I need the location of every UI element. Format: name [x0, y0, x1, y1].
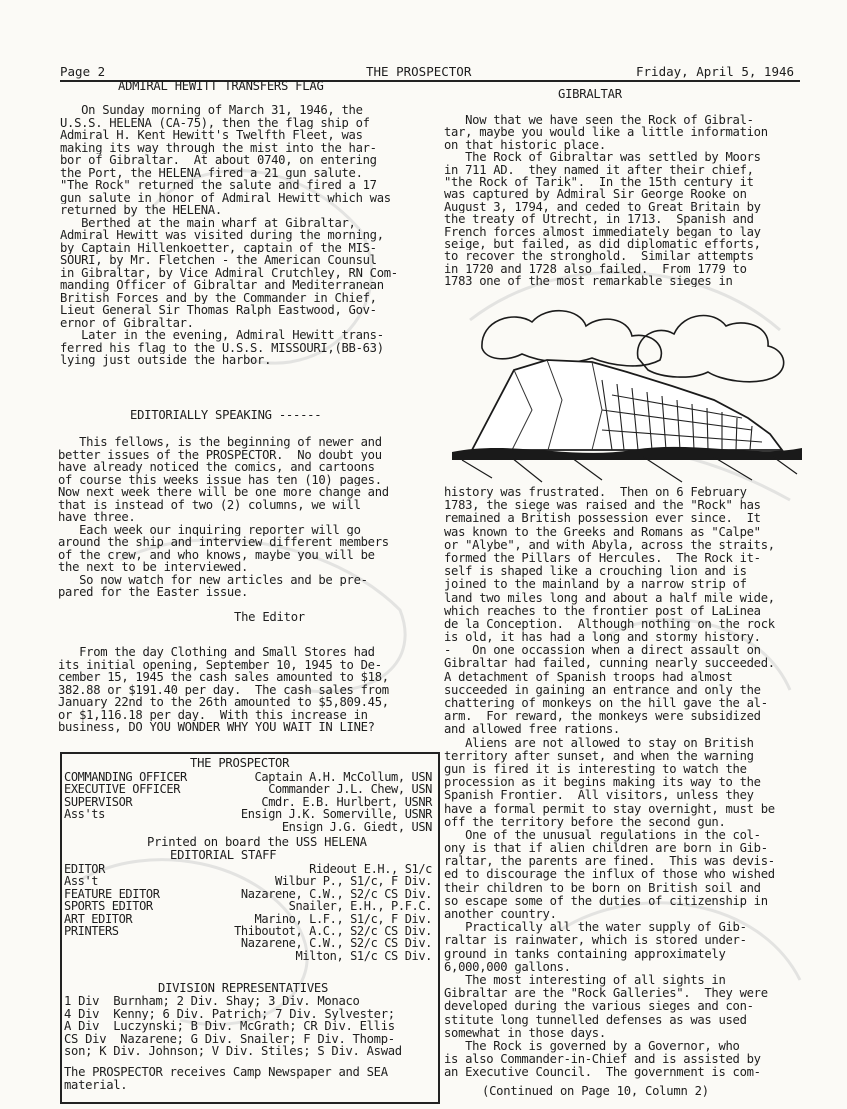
- masthead-row: [64, 912, 434, 924]
- text-line: of the crew, and who knows, maybe you will be: [58, 548, 375, 561]
- paper-name: THE PROSPECTOR: [366, 64, 472, 79]
- masthead-row: [64, 874, 434, 889]
- text-line: "The Rock" returned the salute and fired a 17: [60, 179, 377, 192]
- masthead-role: FEATURE EDITOR: [64, 886, 160, 901]
- text-line: Lieut General Sir Thomas Ralph Eastwood, Gov-: [60, 304, 377, 317]
- text-line: ferred his flag to the U.S.S. MISSOURI,(BB-63): [60, 341, 384, 354]
- admiral-headline: ADMIRAL HEWITT TRANSFERS FLAG: [118, 79, 324, 93]
- masthead-name: Commander J.L. Chew, USN: [268, 782, 432, 797]
- text-line: in 1720 and 1728 also failed. From 1779 to: [444, 262, 747, 276]
- masthead-role: SUPERVISOR: [64, 794, 133, 809]
- staff-title: EDITORIAL STAFF: [170, 848, 277, 862]
- text-line: and allowed free rations.: [444, 723, 620, 737]
- text-line: Now that we have seen the Rock of Gibral-: [444, 114, 754, 127]
- text-line: "the Rock of Tarik". In the 15th century it: [444, 175, 754, 189]
- text-line: One of the unusual regulations in the col-: [444, 828, 761, 842]
- printed-on-line: Printed on board the USS HELENA: [147, 835, 367, 849]
- masthead-role: SPORTS EDITOR: [64, 899, 153, 914]
- gibraltar-headline: GIBRALTAR: [558, 87, 622, 101]
- masthead-name: Thiboutot, A.C., S2/c CS Div.: [234, 923, 432, 938]
- text-line: gun is fired it is interesting to watch the: [444, 762, 747, 776]
- text-line: ground in tanks containing approximately: [444, 947, 726, 961]
- text-line: territory after sunset, and when the warning: [444, 749, 754, 763]
- text-line: ernor of Gibraltar.: [60, 316, 194, 329]
- text-line: is old, it has had a long and stormy history.: [444, 631, 761, 645]
- masthead-name: Nazarene, C.W., S2/c CS Div.: [240, 936, 432, 951]
- masthead-name: Nazarene, C.W., S2/c CS Div.: [240, 886, 432, 901]
- text-line: remained a British possession ever since. It: [444, 512, 761, 526]
- masthead-role: Ass'ts: [64, 807, 105, 822]
- text-line: A detachment of Spanish troops had almost: [444, 670, 733, 684]
- masthead-name: Cmdr. E.B. Hurlbert, USNR: [261, 794, 432, 809]
- text-line: U.S.S. HELENA (CA-75), then the flag ship of: [60, 116, 370, 129]
- masthead-row: [64, 949, 434, 961]
- text-line: procession as it begins making its way to the: [444, 776, 761, 790]
- text-line: of course this weeks issue has ten (10) pages.: [58, 473, 382, 486]
- editorial-headline: EDITORIALLY SPEAKING ------: [130, 408, 322, 422]
- text-line: Aliens are not allowed to stay on British: [444, 736, 754, 750]
- masthead-name: Rideout E.H., S1/c: [309, 862, 432, 876]
- masthead-row: [64, 795, 434, 807]
- text-line: in Gibraltar, by Vice Admiral Crutchley, RN Com-: [60, 266, 398, 279]
- text-line: The most interesting of all sights in: [444, 973, 726, 987]
- text-line: So now watch for new articles and be pre-: [58, 573, 368, 586]
- continued-note: (Continued on Page 10, Column 2): [482, 1084, 709, 1098]
- text-line: so escape some of the duties of citizenship in: [444, 894, 768, 908]
- text-line: 1 Div Burnham; 2 Div. Shay; 3 Div. Monaco: [64, 995, 360, 1008]
- text-line: From the day Clothing and Small Stores had: [58, 646, 375, 659]
- admiral-article: [60, 104, 440, 367]
- masthead-name: Milton, S1/c CS Div.: [295, 948, 432, 963]
- text-line: which reaches to the frontier post of LaLinea: [444, 604, 761, 618]
- text-line: its initial opening, September 10, 1945 to De-: [58, 658, 382, 671]
- text-line: 1783 one of the most remarkable sieges in: [444, 275, 733, 288]
- masthead-title: THE PROSPECTOR: [190, 756, 290, 770]
- rock-of-gibraltar-illustration: [452, 300, 802, 488]
- editorial-signature: The Editor: [234, 610, 305, 624]
- text-line: 1783, the siege was raised and the "Rock" has: [444, 499, 761, 513]
- text-line: or $1,116.18 per day. With this increase in: [58, 708, 368, 721]
- masthead-name: Snailer, E.H., P.F.C.: [288, 899, 432, 914]
- text-line: The Rock of Gibraltar was settled by Moors: [444, 151, 761, 164]
- text-line: Berthed at the main wharf at Gibraltar,: [60, 216, 356, 229]
- text-line: gun salute in honor of Admiral Hewitt which was: [60, 191, 391, 204]
- div-reps-list: [64, 995, 436, 1058]
- text-line: chattering of monkeys on the hill gave the al-: [444, 697, 768, 710]
- text-line: self is shaped like a crouching lion and is: [444, 565, 747, 579]
- text-line: was known to the Greeks and Romans as "Calpe": [444, 525, 761, 539]
- text-line: This fellows, is the beginning of newer and: [58, 436, 382, 449]
- masthead-name: Marino, L.F., S1/c, F Div.: [254, 911, 432, 926]
- text-line: the next to be interviewed.: [58, 561, 249, 574]
- gibraltar-article-bottom: [444, 486, 806, 1079]
- text-line: Now next week there will be one more change and: [58, 486, 389, 499]
- masthead-role: ART EDITOR: [64, 911, 133, 926]
- text-line: Admiral H. Kent Hewitt's Twelfth Fleet, was: [60, 129, 363, 142]
- text-line: land two miles long and about a half mile wide,: [444, 591, 775, 605]
- text-line: British Forces and by the Commander in Chief,: [60, 291, 377, 304]
- text-line: January 22nd to the 26th amounted to $5,809.45,: [58, 696, 389, 709]
- masthead-name: Ensign J.K. Somerville, USNR: [240, 807, 432, 822]
- text-line: Each week our inquiring reporter will go: [58, 523, 361, 536]
- text-line: son; K Div. Johnson; V Div. Stiles; S Div. Aswad: [64, 1045, 402, 1058]
- text-line: material.: [64, 1079, 128, 1092]
- text-line: manding Officer of Gibraltar and Mediterranean: [60, 279, 384, 292]
- text-line: have three.: [58, 511, 136, 524]
- text-line: in 711 AD. they named it after their chief,: [444, 163, 754, 176]
- text-line: de la Conception. Although nothing on the rock: [444, 617, 775, 631]
- text-line: or "Alybe", and with Abyla, across the straits,: [444, 538, 775, 552]
- masthead-role: COMMANDING OFFICER: [64, 770, 187, 784]
- text-line: have a formal permit to stay overnight, must be: [444, 802, 775, 816]
- text-line: raltar, the parents are fined. This was devis-: [444, 855, 775, 869]
- masthead-footer: [64, 1066, 436, 1092]
- text-line: was captured by Admiral Sir George Rooke on: [444, 188, 747, 201]
- text-line: cember 15, 1945 the cash sales amounted to $18,: [58, 671, 389, 684]
- text-line: ony is that if alien children are born in Gib-: [444, 842, 768, 856]
- masthead-role: Ass't: [64, 874, 99, 889]
- text-line: developed during the various sieges and con-: [444, 1000, 754, 1014]
- text-line: the treaty of Utrecht, in 1713. Spanish and: [444, 213, 754, 226]
- editorial-article: [58, 436, 440, 599]
- text-line: French forces almost immediately began to lay: [444, 225, 761, 238]
- text-line: by Captain Hillenkoetter, captain of the MIS-: [60, 241, 377, 254]
- text-line: to recover the stronghold. Similar attempts: [444, 250, 754, 263]
- text-line: CS Div Nazarene; G Div. Snailer; F Div. Thomp-: [64, 1032, 395, 1046]
- text-line: the Port, the HELENA fired a 21 gun salute.: [60, 166, 363, 179]
- text-line: history was frustrated. Then on 6 February: [444, 486, 747, 499]
- text-line: on that historic place.: [444, 138, 606, 152]
- masthead-name: Wilbur P., S1/c, F Div.: [275, 874, 432, 889]
- text-line: succeeded in gaining an entrance and only the: [444, 683, 761, 697]
- text-line: have already noticed the comics, and cartoons: [58, 461, 375, 474]
- gibraltar-article-top: [444, 114, 804, 287]
- masthead-row: [64, 924, 434, 936]
- sales-article: [58, 646, 440, 734]
- issue-date: Friday, April 5, 1946: [636, 64, 795, 79]
- text-line: Gibraltar had failed, cunning nearly succeeded.: [444, 657, 775, 671]
- masthead-row: [64, 770, 434, 782]
- div-reps-title: DIVISION REPRESENTATIVES: [158, 981, 329, 995]
- text-line: joined to the mainland by a narrow strip of: [444, 578, 747, 592]
- text-line: making its way through the mist into the har-: [60, 141, 377, 154]
- text-line: arm. For reward, the monkeys were subsidized: [444, 710, 761, 724]
- officers-list: [64, 770, 434, 832]
- masthead-row: [64, 820, 434, 832]
- text-line: SOURI, by Mr. Fletchen - the American Counsul: [60, 254, 377, 267]
- text-line: pared for the Easter issue.: [58, 586, 249, 599]
- text-line: 4 Div Kenny; 6 Div. Patrich; 7 Div. Sylvester;: [64, 1007, 395, 1021]
- text-line: stitute long tunnelled defenses as was used: [444, 1013, 747, 1027]
- text-line: On Sunday morning of March 31, 1946, the: [60, 104, 363, 117]
- text-line: another country.: [444, 908, 557, 921]
- text-line: off the territory before the second gun.: [444, 815, 726, 829]
- text-line: formed the Pillars of Hercules. The Rock it-: [444, 551, 761, 565]
- text-line: seige, but failed, as did diplomatic efforts,: [444, 237, 761, 251]
- text-line: an Executive Council. The government is com-: [444, 1066, 761, 1080]
- masthead-row: [64, 807, 434, 822]
- text-line: Later in the evening, Admiral Hewitt trans-: [60, 329, 384, 342]
- page-number: Page 2: [60, 64, 106, 79]
- text-line: raltar is rainwater, which is stored under-: [444, 934, 747, 948]
- text-line: A Div Luczynski; B Div. McGrath; CR Div. Ellis: [64, 1020, 395, 1033]
- masthead-row: [64, 899, 434, 914]
- masthead-box: [60, 752, 440, 1104]
- text-line: around the ship and interview different members: [58, 536, 389, 549]
- text-line: is also Commander-in-Chief and is assisted by: [444, 1053, 761, 1067]
- text-line: 382.88 or $191.40 per day. The cash sales from: [58, 683, 389, 696]
- text-line: Gibraltar are the "Rock Galleries". They were: [444, 987, 768, 1001]
- masthead-role: EXECUTIVE OFFICER: [64, 782, 181, 797]
- masthead-role: PRINTERS: [64, 923, 119, 938]
- masthead-row: [64, 936, 434, 951]
- text-line: The PROSPECTOR receives Camp Newspaper and SEA: [64, 1066, 388, 1079]
- text-line: somewhat in those days.: [444, 1026, 606, 1040]
- text-line: that is instead of two (2) columns, we will: [58, 498, 361, 511]
- text-line: their children to be born on British soil and: [444, 881, 761, 895]
- masthead-role: EDITOR: [64, 862, 105, 876]
- text-line: Practically all the water supply of Gib-: [444, 921, 747, 935]
- masthead-row: [64, 887, 434, 899]
- masthead-row: [64, 782, 434, 797]
- masthead-name: Captain A.H. McCollum, USN: [254, 770, 432, 784]
- masthead-row: [64, 862, 434, 874]
- text-line: tar, maybe you would like a little information: [444, 126, 768, 139]
- text-line: - On one occassion when a direct assault on: [444, 644, 761, 658]
- text-line: Admiral Hewitt was visited during the morning,: [60, 229, 384, 242]
- staff-list: [64, 862, 434, 961]
- text-line: August 3, 1794, and ceded to Great Britain by: [444, 200, 761, 214]
- text-line: 6,000,000 gallons.: [444, 960, 571, 974]
- text-line: better issues of the PROSPECTOR. No doubt you: [58, 448, 382, 461]
- text-line: lying just outside the harbor.: [60, 354, 272, 367]
- text-line: ed to discourage the influx of those who wished: [444, 868, 775, 882]
- text-line: Spanish Frontier. All visitors, unless they: [444, 789, 754, 803]
- text-line: The Rock is governed by a Governor, who: [444, 1039, 740, 1053]
- masthead-name: Ensign J.G. Giedt, USN: [281, 819, 432, 834]
- text-line: business, DO YOU WONDER WHY YOU WAIT IN LINE?: [58, 721, 375, 734]
- text-line: returned by the HELENA.: [60, 204, 222, 217]
- text-line: bor of Gibraltar. At about 0740, on entering: [60, 154, 377, 167]
